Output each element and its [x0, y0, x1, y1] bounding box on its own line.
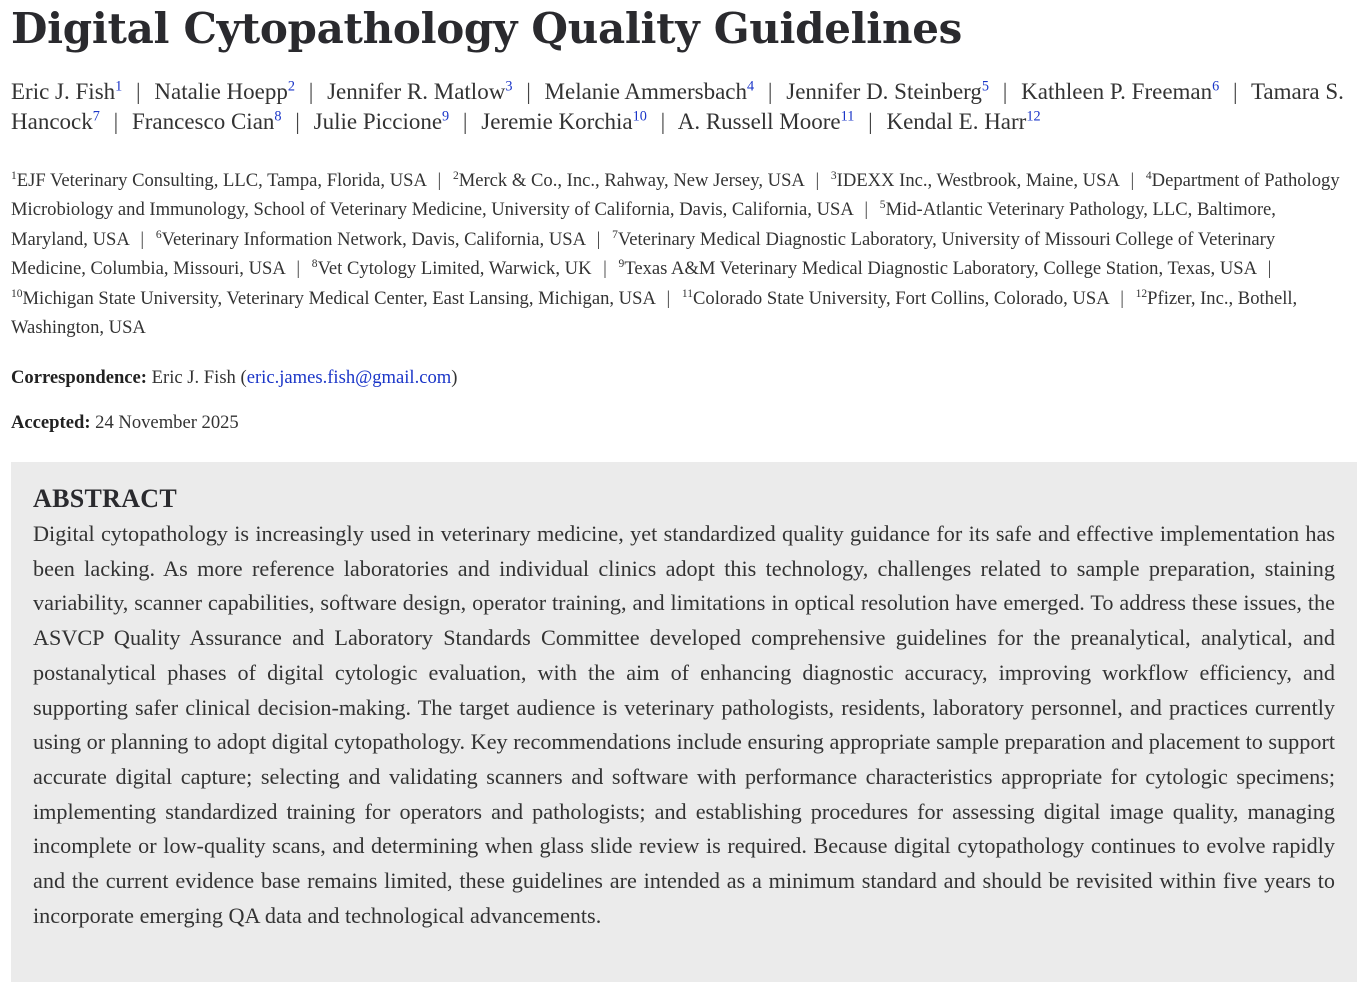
author-separator: |	[767, 79, 773, 104]
author-separator: |	[1233, 79, 1238, 104]
author-name: Tamara S. Hancock	[11, 79, 1344, 134]
author-name: Natalie Hoepp	[154, 79, 288, 104]
author-affiliation-link[interactable]: 2	[287, 78, 295, 95]
affiliation-text: EJF Veterinary Consulting, LLC, Tampa, Florida, USA	[16, 170, 426, 191]
accepted-value: 24 November 2025	[95, 412, 239, 433]
author-name: Melanie Ammersbach	[544, 79, 748, 104]
accepted-label: Accepted:	[11, 412, 91, 433]
author-item	[481, 109, 647, 134]
affiliation-item	[312, 258, 592, 279]
author-affiliation-link[interactable]: 3	[505, 78, 513, 95]
author-list	[11, 77, 1361, 136]
affiliation-number: 1	[11, 169, 17, 182]
affiliation-number: 9	[618, 258, 625, 271]
affiliation-separator: |	[1267, 258, 1272, 280]
author-item	[678, 109, 855, 134]
affiliation-separator: |	[296, 258, 301, 280]
author-item	[11, 79, 122, 104]
author-affiliation-link[interactable]: 5	[981, 78, 990, 95]
accepted-date	[11, 410, 239, 436]
affiliation-text: Veterinary Medical Diagnostic Laboratory, University of Missouri College of Veterinary Medicine, Columbia, Missouri, USA	[11, 228, 1276, 280]
affiliation-text: Veterinary Information Network, Davis, California, USA	[161, 228, 586, 250]
author-separator: |	[308, 79, 314, 104]
affiliation-number: 7	[612, 228, 618, 241]
correspondence: Correspondence: Eric J. Fish (eric.james.fish@gmail.com)	[11, 367, 458, 388]
abstract-panel	[11, 462, 1357, 982]
affiliation-number: 5	[879, 199, 886, 212]
author-separator: |	[526, 79, 531, 104]
affiliation-item	[619, 258, 1256, 279]
correspondence-label: Correspondence:	[11, 367, 147, 388]
affiliation-separator: |	[603, 258, 607, 280]
affiliation-number: 11	[681, 287, 693, 300]
author-separator: |	[1002, 79, 1008, 104]
affiliation-number: 12	[1135, 287, 1148, 300]
affiliation-separator: |	[140, 228, 145, 250]
author-item	[786, 79, 989, 104]
affiliation-text: Colorado State University, Fort Collins, Colorado, USA	[693, 287, 1109, 309]
author-name: Francesco Cian	[131, 108, 275, 134]
affiliation-item	[682, 288, 1109, 309]
affiliation-separator: |	[437, 170, 442, 191]
affiliation-number: 10	[11, 287, 23, 300]
affiliation-number: 4	[1145, 169, 1152, 182]
author-affiliation-link[interactable]: 1	[115, 78, 123, 95]
affiliation-text: Michigan State University, Veterinary Medical Center, East Lansing, Michigan, USA	[22, 287, 655, 309]
author-name: A. Russell Moore	[677, 108, 841, 134]
affiliation-number: 8	[311, 258, 318, 271]
affiliation-item	[156, 229, 585, 250]
author-separator: |	[295, 108, 300, 134]
author-item	[545, 79, 755, 104]
author-affiliation-link[interactable]: 8	[274, 107, 282, 124]
affiliation-item	[831, 170, 1119, 191]
author-name: Jeremie Korchia	[481, 108, 633, 134]
affiliation-text: Texas A&M Veterinary Medical Diagnostic Laboratory, College Station, Texas, USA	[624, 258, 1257, 280]
correspondence-email-link[interactable]: eric.james.fish@gmail.com	[246, 367, 452, 388]
author-name: Kathleen P. Freeman	[1021, 79, 1213, 104]
affiliation-text: Vet Cytology Limited, Warwick, UK	[317, 258, 592, 280]
affiliation-text: Pfizer, Inc., Bothell, Washington, USA	[11, 287, 1298, 339]
author-name: Kendal E. Harr	[886, 108, 1027, 134]
affiliation-item	[11, 170, 426, 191]
author-name: Eric J. Fish	[11, 79, 116, 104]
affiliation-separator: |	[596, 228, 601, 250]
affiliation-text: Merck & Co., Inc., Rahway, New Jersey, USA	[458, 170, 804, 191]
affiliation-text: Mid-Atlantic Veterinary Pathology, LLC, Baltimore, Maryland, USA	[11, 199, 1276, 250]
author-separator: |	[462, 108, 468, 134]
affiliation-number: 2	[452, 169, 459, 182]
author-separator: |	[660, 108, 666, 134]
author-item	[314, 109, 450, 134]
author-affiliation-link[interactable]: 7	[92, 107, 100, 124]
affiliation-number: 3	[830, 169, 837, 182]
affiliation-separator: |	[815, 170, 820, 191]
author-name: Julie Piccione	[313, 108, 443, 134]
abstract-heading: ABSTRACT	[33, 484, 177, 513]
author-item	[1021, 79, 1219, 104]
author-item	[886, 109, 1040, 134]
affiliation-separator: |	[864, 199, 869, 221]
author-separator: |	[113, 108, 119, 134]
author-item	[154, 79, 295, 104]
author-affiliation-link[interactable]: 9	[442, 107, 450, 124]
author-affiliation-link[interactable]: 6	[1212, 78, 1220, 95]
affiliation-text: Department of Pathology Microbiology and Immunology, School of Veterinary Medicine, University of California, Davis, California, USA	[11, 170, 1340, 221]
author-item	[327, 79, 512, 104]
affiliation-separator: |	[1130, 170, 1135, 191]
affiliation-list	[11, 166, 1351, 342]
affiliation-item	[11, 288, 655, 309]
author-affiliation-link[interactable]: 10	[632, 107, 647, 124]
affiliation-text: IDEXX Inc., Westbrook, Maine, USA	[836, 170, 1119, 191]
affiliation-separator: |	[666, 287, 671, 309]
affiliation-number: 6	[155, 228, 162, 241]
abstract-text: Digital cytopathology is increasingly used in veterinary medicine, yet standardized quality guidance for its safe and effective implementation has been lacking. As more reference laboratories and individual clinics adopt this technology, challenges related to sample preparation, staining variability, scanner capabilities, software design, operator training, and limitations in optical resolution have emerged. To address these issues, the ASVCP Quality Assurance and Laboratory Standards Committee developed comprehensive guidelines for the preanalytical, analytical, and postanalytical phases of digital cytologic evaluation, with the aim of enhancing diagnostic accuracy, improving workflow efficiency, and supporting safer clinical decision-making. The target audience is veterinary pathologists, residents, laboratory personnel, and practices currently using or planning to adopt digital cytopathology. Key recommendations include ensuring appropriate sample preparation and placement to support accurate digital capture; selecting and validating scanners and software with performance characteristics appropriate for cytologic specimens; implementing standardized training for operators and pathologists; and establishing procedures for assessing digital image quality, managing incomplete or low-quality scans, and determining when glass slide review is required. Because digital cytopathology continues to evolve rapidly and the current evidence base remains limited, these guidelines are intended as a minimum standard and should be revisited within five years to incorporate emerging QA data and technological advancements.	[33, 521, 1335, 928]
affiliation-item	[453, 170, 804, 191]
author-affiliation-link[interactable]: 4	[747, 78, 755, 95]
author-separator: |	[868, 108, 873, 134]
correspondence-name: Eric J. Fish	[151, 367, 236, 388]
author-affiliation-link[interactable]: 11	[840, 107, 855, 124]
author-name: Jennifer D. Steinberg	[786, 79, 982, 104]
author-item	[132, 109, 282, 134]
author-affiliation-link[interactable]: 12	[1026, 107, 1041, 124]
affiliation-separator: |	[1120, 287, 1124, 309]
author-name: Jennifer R. Matlow	[327, 79, 506, 104]
author-separator: |	[136, 79, 141, 104]
page-title: Digital Cytopathology Quality Guidelines	[11, 4, 962, 53]
